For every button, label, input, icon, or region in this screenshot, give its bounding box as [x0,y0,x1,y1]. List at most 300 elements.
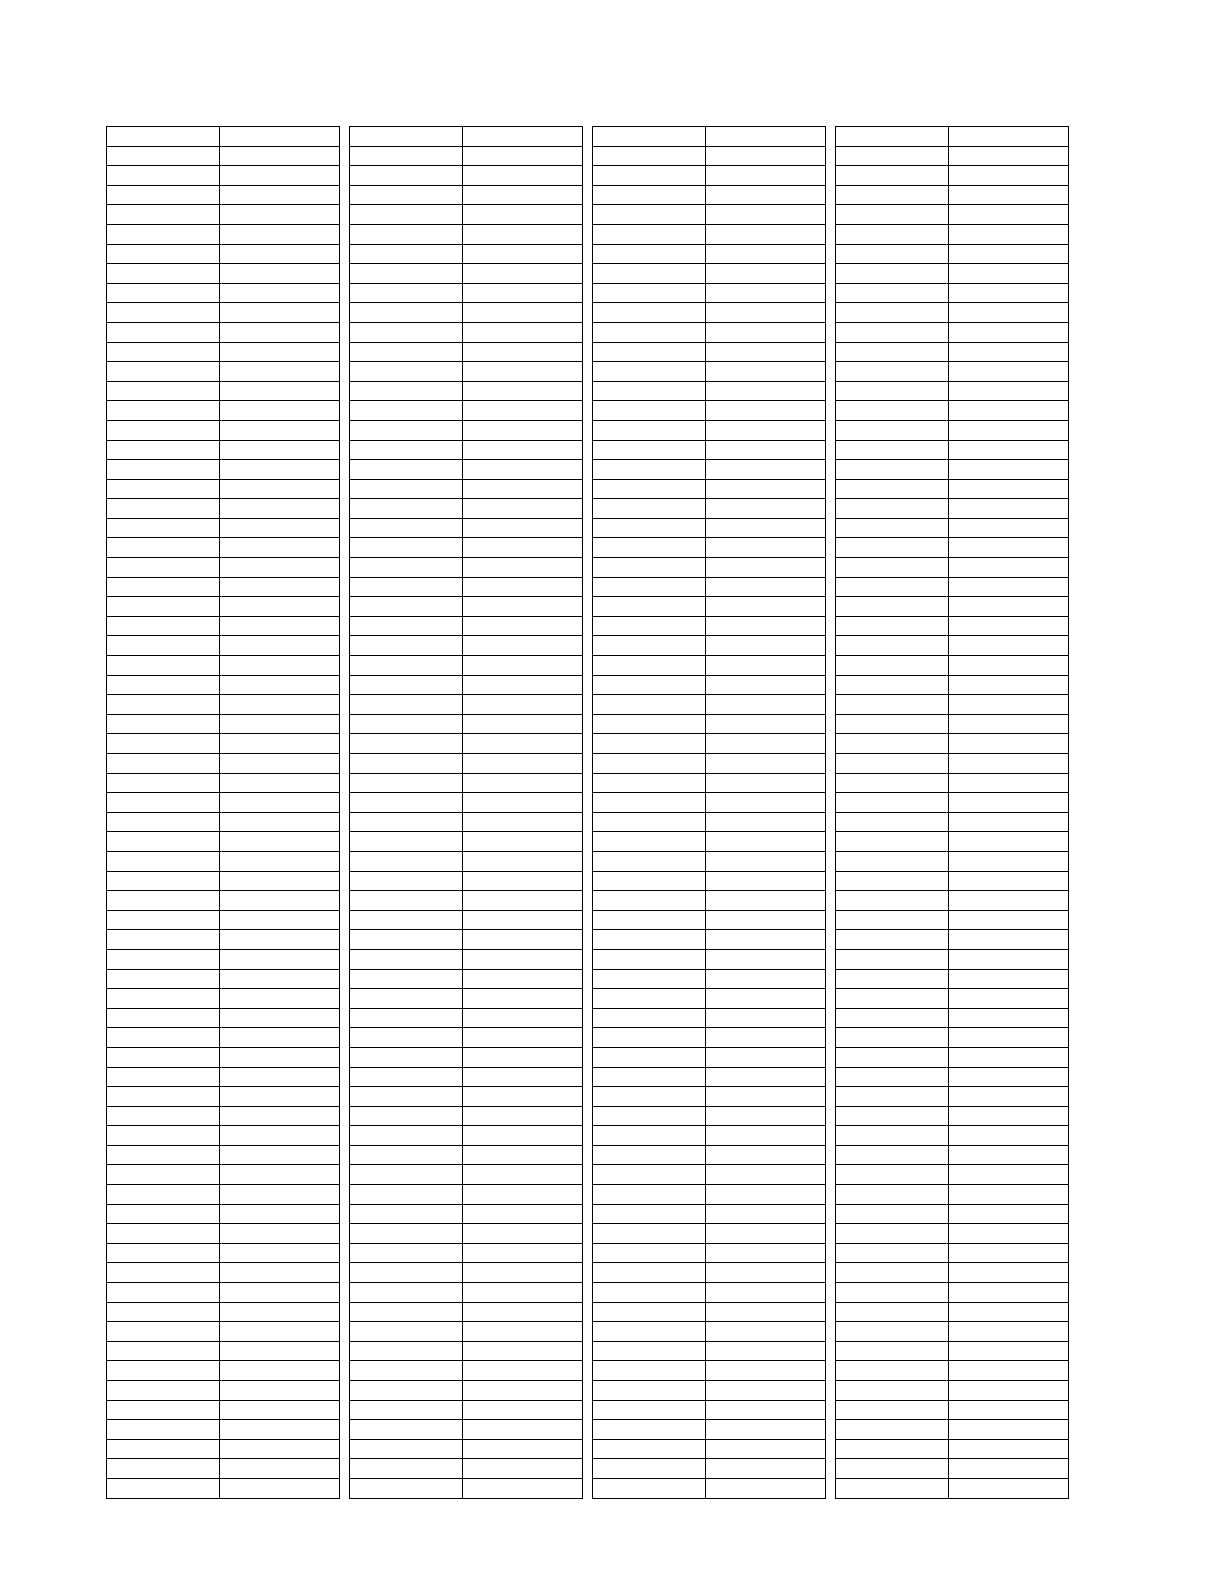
table-cell [107,949,220,969]
table-cell [593,891,706,911]
table-cell [706,597,826,617]
table-row [593,949,826,969]
table-cell [107,381,220,401]
table-cell [463,479,583,499]
table-cell [949,891,1069,911]
table-cell [706,675,826,695]
table-cell [350,1341,463,1361]
table-row [836,342,1069,362]
table-cell [836,205,949,225]
table-row [593,989,826,1009]
table-row [836,1047,1069,1067]
table-cell [593,1361,706,1381]
table-cell [107,1263,220,1283]
table-row [350,1381,583,1401]
table-cell [836,636,949,656]
table-cell [107,754,220,774]
table-cell [949,675,1069,695]
table-cell [220,518,340,538]
table-row [836,283,1069,303]
table-row [107,1145,340,1165]
table-row [107,264,340,284]
table-cell [350,244,463,264]
table-cell [220,675,340,695]
table-cell [463,1322,583,1342]
table-cell [949,440,1069,460]
table-cell [836,675,949,695]
table-row [593,518,826,538]
table-cell [350,1322,463,1342]
table-cell [593,1283,706,1303]
table-row [107,1047,340,1067]
table-cell [220,773,340,793]
table-row [350,381,583,401]
table-cell [949,871,1069,891]
table-row [107,1459,340,1479]
table-cell [706,538,826,558]
table-cell [350,1302,463,1322]
table-cell [220,871,340,891]
table-cell [463,636,583,656]
table-cell [836,401,949,421]
table-row [836,1126,1069,1146]
table-row [107,910,340,930]
table-cell [350,224,463,244]
table-row [107,538,340,558]
table-row [107,949,340,969]
table-cell [593,205,706,225]
table-cell [463,1283,583,1303]
table-row [107,381,340,401]
table-cell [706,1087,826,1107]
table-cell [836,1224,949,1244]
table-cell [220,1185,340,1205]
table-row [107,440,340,460]
table-row [107,1439,340,1459]
table-cell [836,460,949,480]
table-cell [706,1322,826,1342]
table-cell [836,362,949,382]
table-cell [350,714,463,734]
table-row [593,1243,826,1263]
table-row [350,185,583,205]
table-cell [350,851,463,871]
table-cell [463,342,583,362]
table-row [836,695,1069,715]
table-cell [706,1302,826,1322]
table-block [592,126,826,1499]
table-row [593,1341,826,1361]
table-cell [463,793,583,813]
table-cell [107,1283,220,1303]
table-row [836,499,1069,519]
table-cell [220,1106,340,1126]
table-cell [463,264,583,284]
table-cell [107,479,220,499]
table-row [593,1185,826,1205]
table-cell [463,832,583,852]
table-row [107,1283,340,1303]
table-row [836,910,1069,930]
table-cell [706,381,826,401]
table-row [350,342,583,362]
table-cell [107,812,220,832]
table-row [107,597,340,617]
table-cell [463,656,583,676]
table-cell [949,518,1069,538]
table-cell [949,714,1069,734]
table-row [350,1028,583,1048]
table-cell [350,577,463,597]
table-row [593,891,826,911]
table-cell [706,303,826,323]
table-row [107,460,340,480]
table-row [350,1283,583,1303]
table-cell [220,969,340,989]
table-row [836,597,1069,617]
table-cell [107,1322,220,1342]
table-cell [463,166,583,186]
table-cell [107,322,220,342]
table-cell [220,1224,340,1244]
table-cell [593,871,706,891]
table-cell [949,264,1069,284]
table-cell [836,616,949,636]
table-cell [949,1400,1069,1420]
table-row [836,558,1069,578]
table-cell [836,832,949,852]
table-row [107,636,340,656]
table-cell [350,127,463,147]
table-cell [949,538,1069,558]
table-row [836,1341,1069,1361]
table-row [836,1283,1069,1303]
table-cell [949,1126,1069,1146]
table-row [350,479,583,499]
table-cell [107,1087,220,1107]
table-row [107,166,340,186]
table-cell [836,851,949,871]
table-cell [949,636,1069,656]
table-cell [836,1243,949,1263]
table-row [107,1341,340,1361]
table-cell [350,793,463,813]
table-cell [949,244,1069,264]
table-row [350,949,583,969]
table-cell [949,1067,1069,1087]
table-cell [836,283,949,303]
table-cell [593,1204,706,1224]
table-cell [949,479,1069,499]
table-row [593,714,826,734]
table-cell [706,577,826,597]
table-cell [593,1459,706,1479]
table-row [593,1165,826,1185]
table-cell [706,989,826,1009]
table-row [593,460,826,480]
table-cell [836,989,949,1009]
table-row [593,1400,826,1420]
table-row [593,166,826,186]
table-cell [463,303,583,323]
table-cell [949,577,1069,597]
table-row [350,244,583,264]
table-cell [593,989,706,1009]
table-cell [350,1106,463,1126]
table-cell [107,930,220,950]
table-cell [593,1008,706,1028]
table-cell [107,891,220,911]
table-row [593,871,826,891]
table-row [350,597,583,617]
table-cell [463,362,583,382]
table-row [593,283,826,303]
table-cell [107,420,220,440]
table-cell [836,597,949,617]
table-cell [350,420,463,440]
table-cell [220,1283,340,1303]
table-cell [107,1067,220,1087]
table-cell [220,303,340,323]
table-row [350,1185,583,1205]
table-row [107,244,340,264]
table-cell [593,714,706,734]
table-row [107,734,340,754]
table-cell [836,1459,949,1479]
table-cell [350,479,463,499]
table-row [836,1400,1069,1420]
table-cell [706,1067,826,1087]
table-cell [220,910,340,930]
table-row [107,283,340,303]
table-block [349,126,583,1499]
table-row [593,1067,826,1087]
table-cell [949,381,1069,401]
table-cell [706,146,826,166]
table-cell [107,1106,220,1126]
table-row [350,695,583,715]
table-row [107,362,340,382]
table-row [836,1361,1069,1381]
table-cell [836,754,949,774]
table-cell [463,714,583,734]
table-row [350,636,583,656]
table-row [836,1478,1069,1498]
table-cell [706,793,826,813]
table-row [350,1459,583,1479]
table-row [593,754,826,774]
table-row [836,1302,1069,1322]
table-row [350,1263,583,1283]
table-row [107,1381,340,1401]
table-row [593,264,826,284]
table-row [836,224,1069,244]
table-cell [836,1322,949,1342]
table-cell [220,1204,340,1224]
table-row [836,656,1069,676]
table-cell [350,1400,463,1420]
table-row [836,773,1069,793]
table-cell [463,401,583,421]
table-row [836,969,1069,989]
table-cell [836,793,949,813]
table-cell [350,342,463,362]
table-cell [706,695,826,715]
table-cell [836,1361,949,1381]
table-row [836,264,1069,284]
table-row [836,714,1069,734]
table-row [836,303,1069,323]
table-cell [706,205,826,225]
table-row [836,1008,1069,1028]
table-cell [593,244,706,264]
table-cell [107,264,220,284]
table-cell [593,518,706,538]
table-cell [350,773,463,793]
table-cell [463,1145,583,1165]
table-cell [107,1302,220,1322]
table-cell [463,1341,583,1361]
table-row [836,166,1069,186]
table-row [350,460,583,480]
table-cell [350,1224,463,1244]
table-row [836,734,1069,754]
table-row [593,303,826,323]
table-cell [107,127,220,147]
table-cell [107,499,220,519]
table-cell [220,930,340,950]
table-cell [593,910,706,930]
table-row [107,342,340,362]
table-cell [949,1185,1069,1205]
table-cell [949,1322,1069,1342]
table-cell [107,205,220,225]
table-cell [706,1439,826,1459]
table-cell [463,773,583,793]
table-cell [836,577,949,597]
table-cell [836,1067,949,1087]
table-cell [107,1459,220,1479]
table-cell [350,401,463,421]
table-row [593,1439,826,1459]
table-cell [706,460,826,480]
table-cell [593,1028,706,1048]
table-cell [107,577,220,597]
table-cell [836,1439,949,1459]
table-cell [706,656,826,676]
table-cell [107,1420,220,1440]
table-row [107,754,340,774]
table-row [836,1204,1069,1224]
table-cell [463,1126,583,1146]
table-row [593,1087,826,1107]
table-cell [706,1420,826,1440]
table-cell [463,146,583,166]
table-row [593,342,826,362]
table-row [107,812,340,832]
table-cell [220,734,340,754]
table-row [350,518,583,538]
table-cell [463,1459,583,1479]
table-row [107,1263,340,1283]
table-cell [593,303,706,323]
table-cell [593,1145,706,1165]
table-row [107,127,340,147]
table-cell [350,1047,463,1067]
table-cell [220,538,340,558]
table-cell [593,616,706,636]
table-cell [107,518,220,538]
table-cell [107,224,220,244]
table-cell [836,656,949,676]
table-cell [463,1067,583,1087]
table-cell [350,812,463,832]
table-row [107,499,340,519]
table-row [836,1459,1069,1479]
table-row [593,1145,826,1165]
table-cell [463,597,583,617]
table-cell [350,538,463,558]
table-cell [107,793,220,813]
table-cell [463,440,583,460]
table-cell [593,1087,706,1107]
table-cell [706,1008,826,1028]
table-cell [706,1263,826,1283]
table-row [593,224,826,244]
table-cell [593,1224,706,1244]
table-cell [350,754,463,774]
table-row [107,1165,340,1185]
table-cell [836,734,949,754]
table-cell [836,518,949,538]
table-cell [706,1028,826,1048]
table-cell [706,166,826,186]
table-cell [220,420,340,440]
table-cell [107,1047,220,1067]
table-row [593,1028,826,1048]
table-cell [350,930,463,950]
table-cell [107,636,220,656]
table-row [350,420,583,440]
table-cell [706,558,826,578]
table-cell [350,1165,463,1185]
table-row [836,930,1069,950]
table-cell [593,773,706,793]
table-cell [463,675,583,695]
table-cell [593,1047,706,1067]
table-cell [593,460,706,480]
table-row [836,1028,1069,1048]
table-cell [220,1126,340,1146]
table-row [350,871,583,891]
table-cell [949,205,1069,225]
table-cell [706,773,826,793]
table-row [836,1165,1069,1185]
table-cell [107,1165,220,1185]
table-cell [350,969,463,989]
table-row [107,185,340,205]
table-cell [463,1381,583,1401]
table-cell [350,1283,463,1303]
table-cell [593,1263,706,1283]
table-row [107,1008,340,1028]
table-cell [107,558,220,578]
table-cell [593,636,706,656]
table-cell [706,440,826,460]
table-row [836,1067,1069,1087]
table-cell [836,127,949,147]
table-cell [107,1243,220,1263]
